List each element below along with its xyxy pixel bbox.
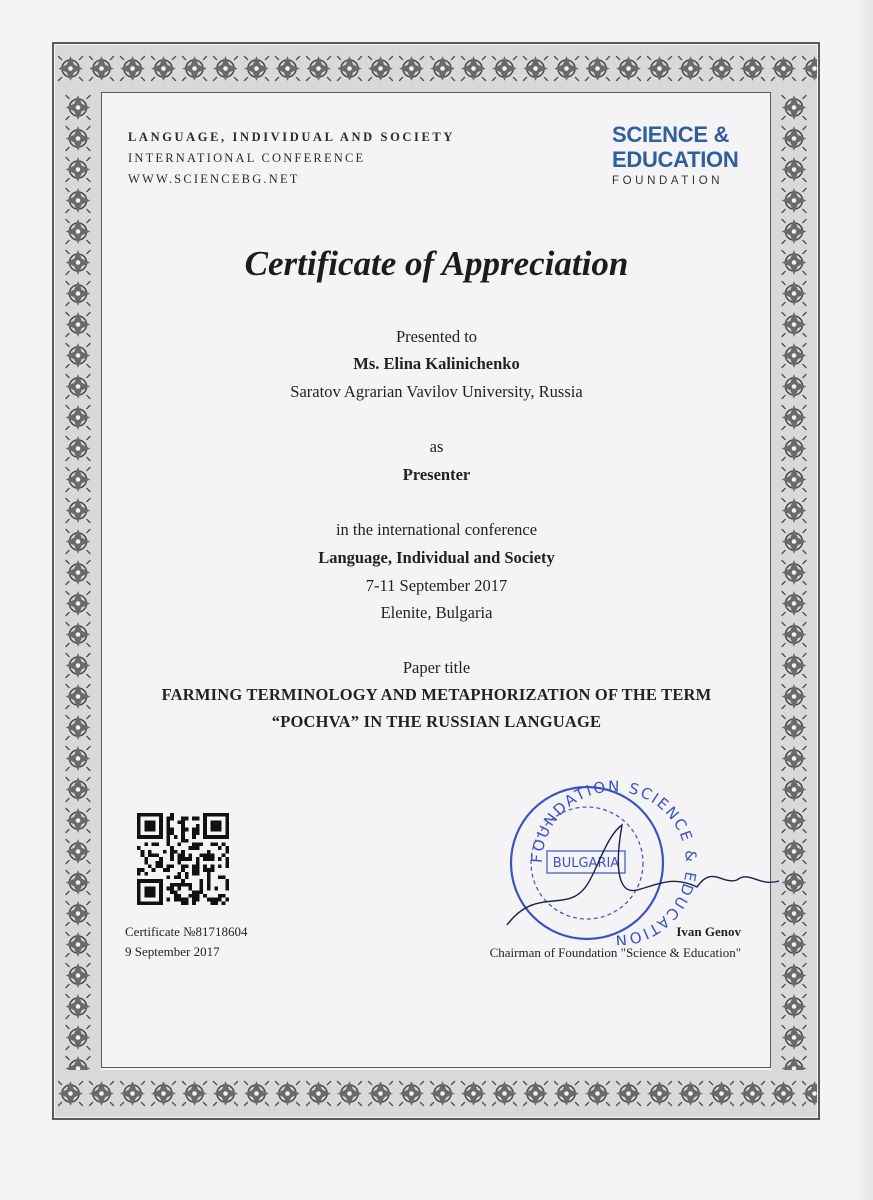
ornament-motif	[709, 56, 734, 81]
ornament-motif	[244, 56, 269, 81]
ornament-motif	[523, 1081, 548, 1106]
issue-date: 9 September 2017	[125, 944, 220, 959]
conference-header	[128, 127, 455, 190]
ornament-motif	[66, 963, 91, 988]
certificate-title: Certificate of Appreciation	[244, 244, 629, 283]
ornament-motif	[337, 1081, 362, 1106]
ornament-motif	[66, 1025, 91, 1050]
ornament-motif	[66, 126, 91, 151]
ornament-motif	[58, 56, 83, 81]
ornament-motif	[523, 56, 548, 81]
ornament-motif	[782, 126, 807, 151]
ornament-motif	[782, 188, 807, 213]
conference-location: Elenite, Bulgaria	[380, 603, 493, 622]
ornament-motif	[151, 1081, 176, 1106]
ornament-motif	[368, 56, 393, 81]
conference-name: Language, Individual and Society	[318, 548, 555, 567]
ornament-motif	[709, 1081, 734, 1106]
ornament-motif	[66, 839, 91, 864]
conference-type-header: INTERNATIONAL CONFERENCE	[128, 151, 366, 165]
ornament-motif	[771, 56, 796, 81]
ornament-motif	[66, 777, 91, 802]
ornament-border-bottom	[55, 1070, 817, 1117]
ornament-motif	[554, 56, 579, 81]
ornament-motif	[66, 622, 91, 647]
ornament-motif	[66, 405, 91, 430]
ornament-motif	[782, 622, 807, 647]
ornament-motif	[430, 56, 455, 81]
ornament-motif	[66, 746, 91, 771]
logo-word-science: SCIENCE &	[612, 122, 730, 147]
ornament-motif	[616, 56, 641, 81]
presented-to-label: Presented to	[395, 327, 478, 346]
ornament-motif	[616, 1081, 641, 1106]
foundation-logo	[612, 122, 752, 187]
as-label: as	[429, 437, 444, 456]
certificate-number: Certificate №81718604	[125, 924, 248, 939]
ornament-motif	[89, 1081, 114, 1106]
qr-code	[137, 813, 229, 905]
ornament-motif	[120, 56, 145, 81]
ornament-motif	[306, 1081, 331, 1106]
ornament-motif	[151, 56, 176, 81]
ornament-motif	[647, 1081, 672, 1106]
ornament-motif	[782, 1025, 807, 1050]
participation-role: Presenter	[402, 465, 471, 484]
signer-role: Chairman of Foundation "Science & Education"	[489, 945, 741, 960]
ornament-motif	[782, 405, 807, 430]
conference-intro: in the international conference	[335, 520, 538, 539]
ornament-motif	[66, 95, 91, 120]
logo-word-foundation: FOUNDATION	[612, 175, 724, 187]
ornament-motif	[58, 1081, 83, 1106]
ornament-motif	[89, 56, 114, 81]
ornament-motif	[782, 95, 807, 120]
ornament-motif	[213, 56, 238, 81]
ornament-motif	[782, 963, 807, 988]
logo-word-education: EDUCATION	[612, 147, 739, 172]
conference-name-header: LANGUAGE, INDIVIDUAL AND SOCIETY	[128, 130, 455, 144]
stamp-center-text: BULGARIA	[552, 856, 620, 871]
ornament-motif	[782, 157, 807, 182]
ornament-motif	[306, 56, 331, 81]
ornament-motif	[585, 1081, 610, 1106]
signer-name: Ivan Genov	[676, 924, 741, 939]
ornament-motif	[492, 56, 517, 81]
ornament-motif	[678, 56, 703, 81]
ornament-motif	[66, 281, 91, 306]
ornament-motif	[399, 56, 424, 81]
ornament-motif	[66, 808, 91, 833]
stamp-ring-text: FOUNDATION SCIENCE & EDUCATION	[527, 777, 701, 945]
ornament-motif	[771, 1081, 796, 1106]
ornament-motif	[461, 56, 486, 81]
paper-title-line-2: “POCHVA” IN THE RUSSIAN LANGUAGE	[271, 712, 602, 731]
ornament-motif	[66, 870, 91, 895]
ornament-motif	[120, 1081, 145, 1106]
ornament-motif	[337, 56, 362, 81]
paper-title-label: Paper title	[402, 658, 471, 677]
ornament-motif	[782, 746, 807, 771]
ornament-motif	[275, 56, 300, 81]
ornament-motif	[66, 188, 91, 213]
ornament-motif	[647, 56, 672, 81]
ornament-motif	[782, 281, 807, 306]
ornament-motif	[244, 1081, 269, 1106]
ornament-motif	[461, 1081, 486, 1106]
ornament-motif	[66, 157, 91, 182]
recipient-name: Ms. Elina Kalinichenko	[353, 354, 520, 373]
ornament-motif	[554, 1081, 579, 1106]
ornament-motif	[399, 1081, 424, 1106]
ornament-motif	[213, 1081, 238, 1106]
ornament-motif	[368, 1081, 393, 1106]
ornament-motif	[66, 219, 91, 244]
page-edge-shadow	[855, 0, 873, 1200]
ornament-motif	[782, 219, 807, 244]
ornament-motif	[182, 56, 207, 81]
ornament-motif	[66, 901, 91, 926]
ornament-motif	[66, 932, 91, 957]
ornament-motif	[182, 1081, 207, 1106]
conference-dates: 7-11 September 2017	[365, 576, 508, 595]
foundation-stamp	[497, 775, 787, 945]
ornament-motif	[66, 994, 91, 1019]
ornament-motif	[430, 1081, 455, 1106]
recipient-affiliation: Saratov Agrarian Vavilov University, Russia	[290, 382, 583, 401]
ornament-motif	[740, 56, 765, 81]
ornament-motif	[782, 994, 807, 1019]
ornament-motif	[678, 1081, 703, 1106]
ornament-border-top	[55, 45, 817, 92]
ornament-motif	[492, 1081, 517, 1106]
ornament-motif	[740, 1081, 765, 1106]
paper-title-line-1: FARMING TERMINOLOGY AND METAPHORIZATION OF THE TERM	[161, 685, 712, 704]
ornament-motif	[275, 1081, 300, 1106]
ornament-motif	[585, 56, 610, 81]
conference-website: WWW.SCIENCEBG.NET	[128, 172, 300, 186]
